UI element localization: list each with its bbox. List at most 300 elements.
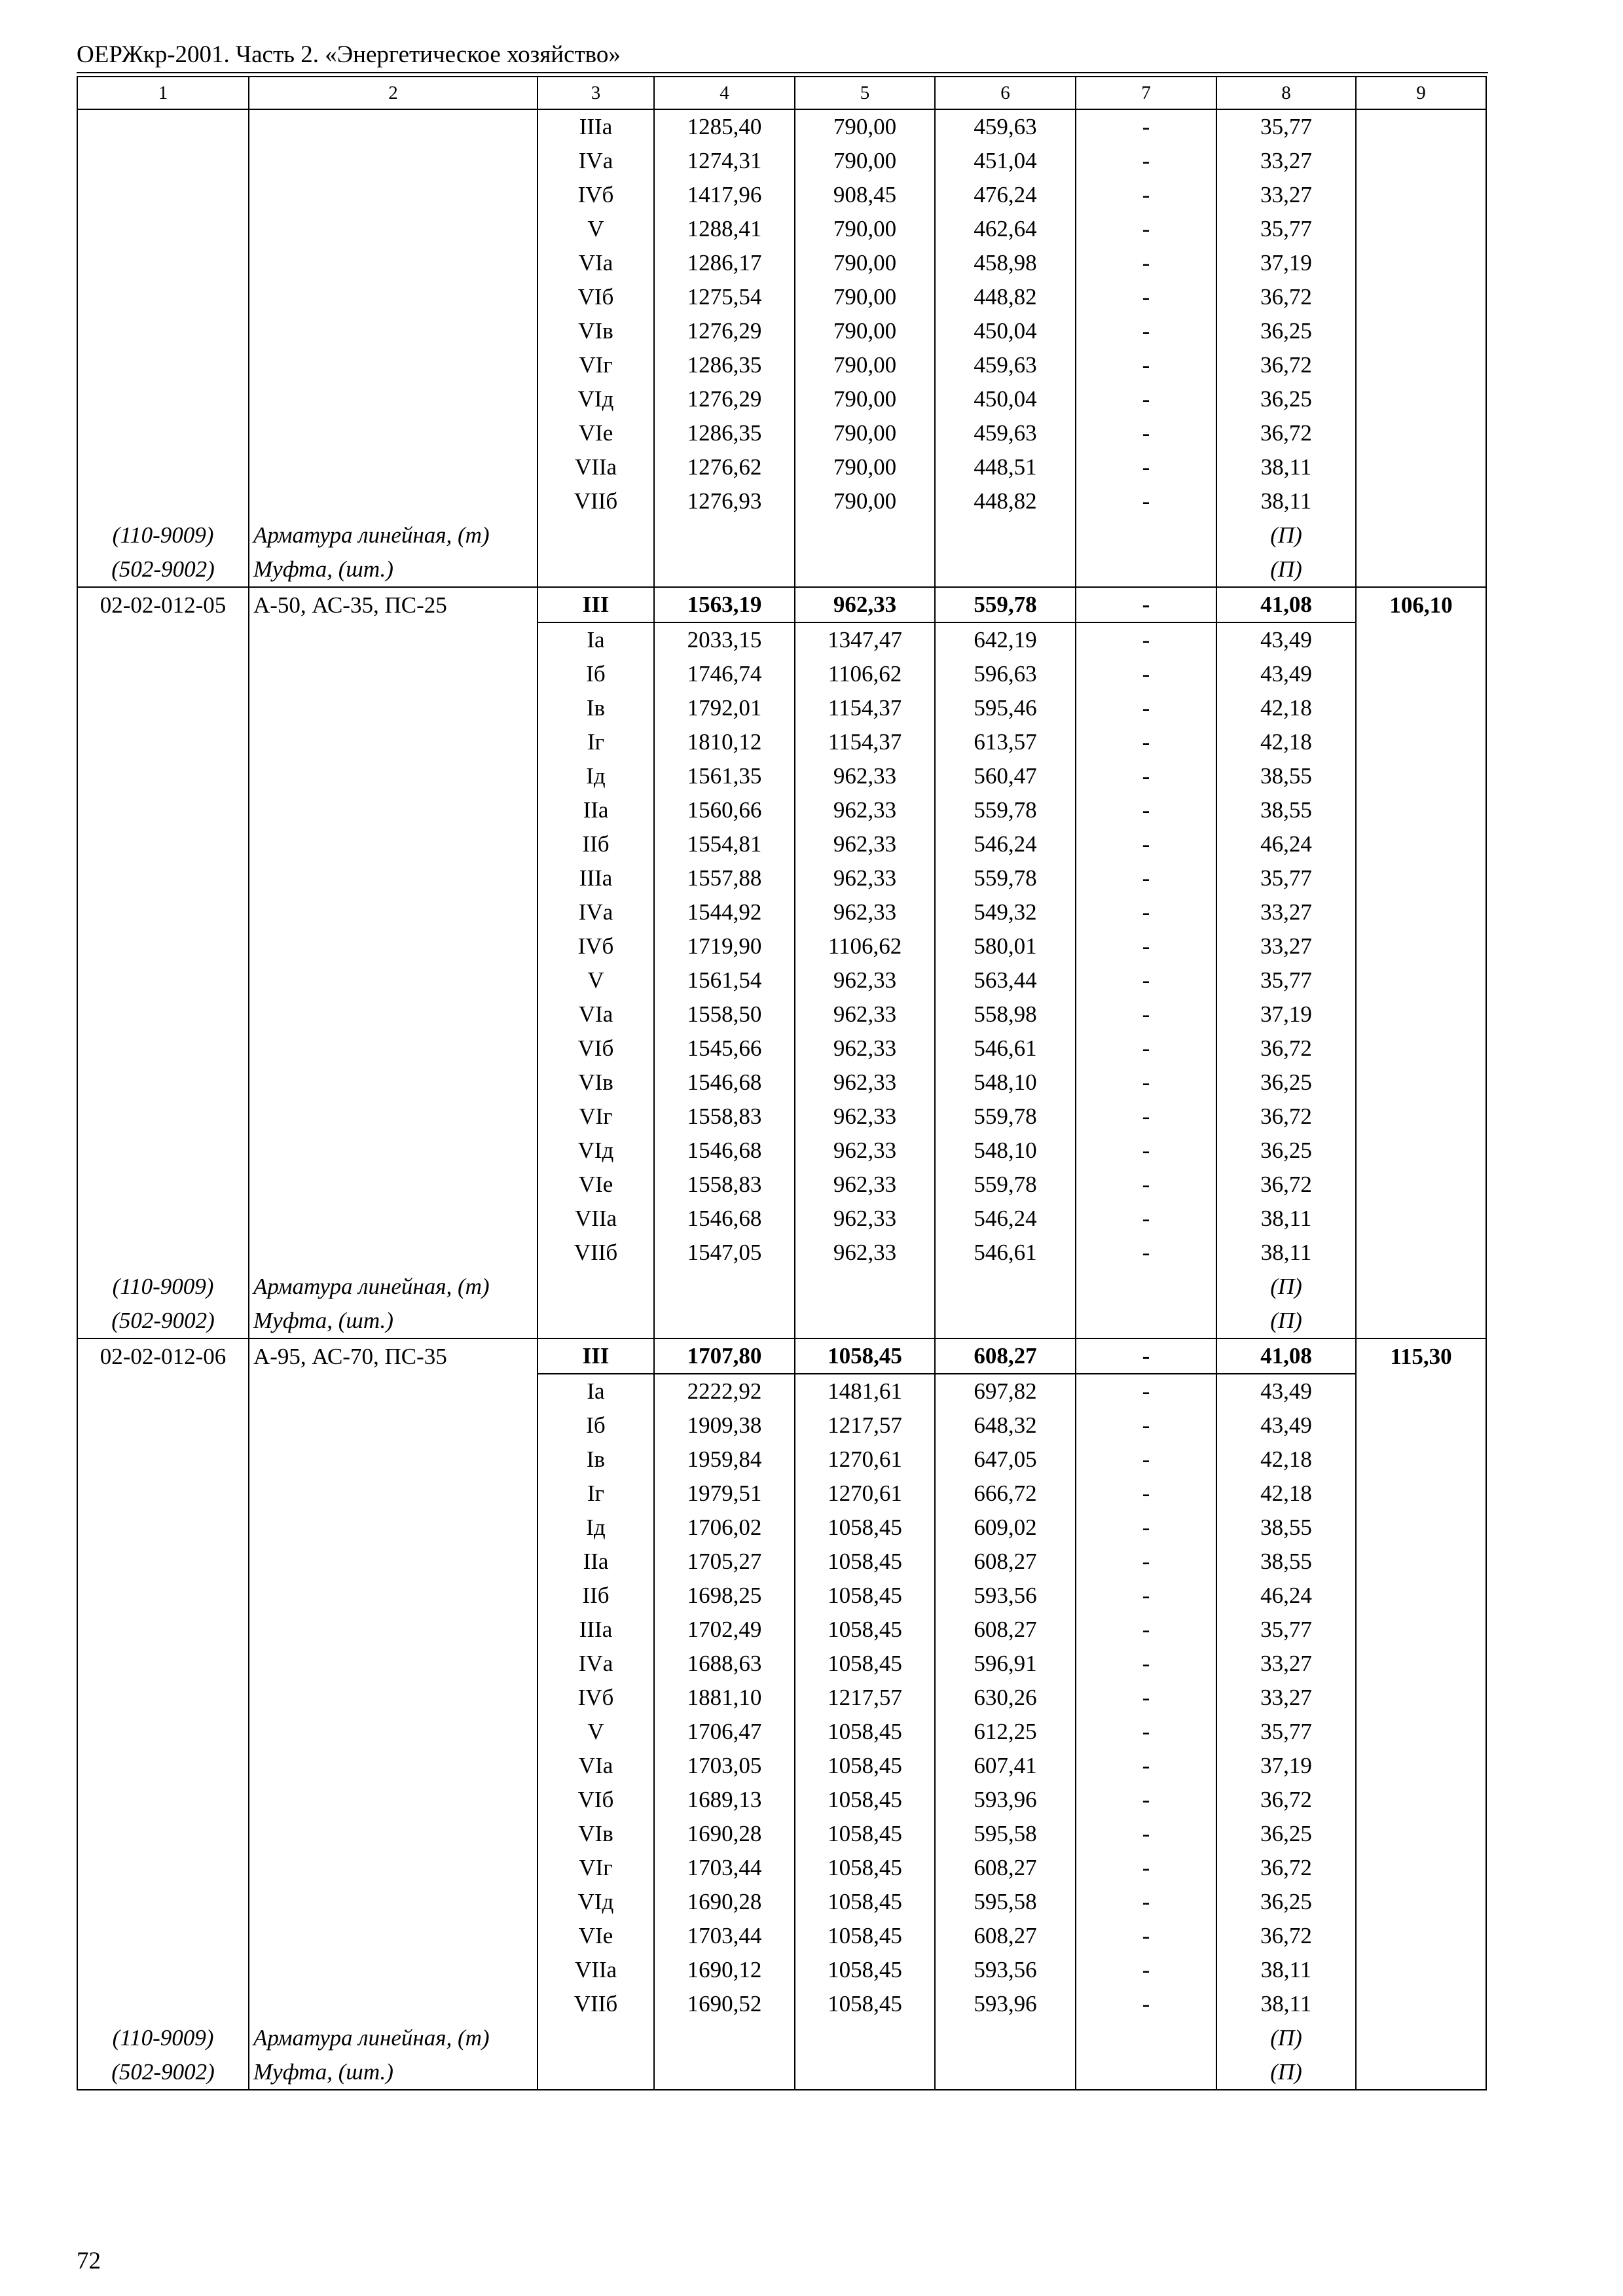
dash-cell: -: [1076, 997, 1216, 1031]
total-cost-cell: 1417,96: [654, 178, 795, 212]
table-row: [77, 691, 1486, 725]
rate-name-cell: [249, 1851, 538, 1885]
empty-cell: [935, 1270, 1076, 1304]
resource-name-cell: Муфта, (шт.): [249, 552, 538, 587]
rate-code-cell: [77, 657, 249, 691]
table-row: [77, 1511, 1486, 1545]
dash-cell: -: [1076, 1545, 1216, 1579]
zone-cell: III: [538, 587, 654, 622]
cost-cell: 1058,45: [795, 1851, 935, 1885]
dash-cell: -: [1076, 622, 1216, 657]
empty-cell: [795, 2021, 935, 2055]
total-cost-cell: 1276,29: [654, 382, 795, 416]
rate-name-cell: [249, 1100, 538, 1134]
cost-cell: 962,33: [795, 1134, 935, 1168]
dash-cell: -: [1076, 450, 1216, 484]
rate-name-cell: [249, 1579, 538, 1613]
rate-code-cell: [77, 1168, 249, 1202]
total-cost-cell: 1979,51: [654, 1477, 795, 1511]
cost-cell: 608,27: [935, 1338, 1076, 1374]
zone-cell: VIг: [538, 348, 654, 382]
table-row: [77, 657, 1486, 691]
cost-cell: 1058,45: [795, 1817, 935, 1851]
dash-cell: -: [1076, 1647, 1216, 1681]
total-cost-cell: 1286,17: [654, 246, 795, 280]
cost-cell: 593,96: [935, 1783, 1076, 1817]
cost-cell: 1217,57: [795, 1681, 935, 1715]
rate-code-cell: [77, 725, 249, 759]
cost-cell: 450,04: [935, 314, 1076, 348]
labor-cell: 43,49: [1216, 657, 1356, 691]
labor-cell: 36,25: [1216, 1134, 1356, 1168]
table-row: [77, 1715, 1486, 1749]
cost-cell: 1058,45: [795, 1715, 935, 1749]
labor-cell: 38,11: [1216, 484, 1356, 518]
column-header: 9: [1356, 77, 1486, 109]
dash-cell: -: [1076, 348, 1216, 382]
total-cost-cell: 1546,68: [654, 1134, 795, 1168]
zone-cell: IVб: [538, 1681, 654, 1715]
extra-cell: [1356, 1987, 1486, 2021]
cost-cell: 595,46: [935, 691, 1076, 725]
extra-cell: [1356, 348, 1486, 382]
cost-cell: 962,33: [795, 895, 935, 929]
extra-cell: [1356, 109, 1486, 144]
empty-cell: [1356, 518, 1486, 552]
table-body: [77, 77, 1486, 2090]
dash-cell: -: [1076, 109, 1216, 144]
rate-code-cell: [77, 1511, 249, 1545]
table-row: [77, 1919, 1486, 1953]
total-cost-cell: 1688,63: [654, 1647, 795, 1681]
extra-cell: [1356, 1885, 1486, 1919]
table-row: [77, 1202, 1486, 1236]
rate-code-cell: [77, 1715, 249, 1749]
empty-cell: [538, 552, 654, 587]
table-row: [77, 827, 1486, 861]
table-row: [77, 382, 1486, 416]
resource-unit-cell: (П): [1216, 552, 1356, 587]
resource-name-cell: Арматура линейная, (т): [249, 1270, 538, 1304]
zone-cell: IVа: [538, 144, 654, 178]
resource-code-cell: (110-9009): [77, 1270, 249, 1304]
table-row: [77, 1817, 1486, 1851]
cost-cell: 593,56: [935, 1953, 1076, 1987]
resource-name-cell: Муфта, (шт.): [249, 1304, 538, 1338]
total-cost-cell: 1544,92: [654, 895, 795, 929]
table-row: [77, 1408, 1486, 1443]
rate-name-cell: [249, 725, 538, 759]
zone-cell: Iб: [538, 657, 654, 691]
dash-cell: -: [1076, 1817, 1216, 1851]
extra-cell: [1356, 691, 1486, 725]
table-row: [77, 861, 1486, 895]
rate-name-cell: [249, 1168, 538, 1202]
rate-code-cell: [77, 1749, 249, 1783]
resource-code-cell: (502-9002): [77, 2055, 249, 2090]
extra-cell: [1356, 827, 1486, 861]
cost-cell: 1058,45: [795, 1885, 935, 1919]
total-cost-cell: 1274,31: [654, 144, 795, 178]
total-cost-cell: 1563,19: [654, 587, 795, 622]
zone-cell: VIв: [538, 314, 654, 348]
column-header: 5: [795, 77, 935, 109]
resource-row: [77, 2055, 1486, 2090]
dash-cell: -: [1076, 691, 1216, 725]
rate-code-cell: [77, 1134, 249, 1168]
cost-cell: 1058,45: [795, 1749, 935, 1783]
total-cost-cell: 1881,10: [654, 1681, 795, 1715]
total-cost-cell: 1702,49: [654, 1613, 795, 1647]
total-cost-cell: 1792,01: [654, 691, 795, 725]
rate-name-cell: [249, 793, 538, 827]
rate-name-cell: [249, 1545, 538, 1579]
table-row: [77, 1100, 1486, 1134]
rate-name-cell: [249, 895, 538, 929]
dash-cell: -: [1076, 1408, 1216, 1443]
extra-cell: [1356, 1477, 1486, 1511]
cost-cell: 596,63: [935, 657, 1076, 691]
cost-cell: 609,02: [935, 1511, 1076, 1545]
total-cost-cell: 1554,81: [654, 827, 795, 861]
labor-cell: 38,11: [1216, 1202, 1356, 1236]
total-cost-cell: 1706,47: [654, 1715, 795, 1749]
empty-cell: [795, 1270, 935, 1304]
extra-cell: [1356, 1168, 1486, 1202]
rate-name-cell: [249, 382, 538, 416]
cost-cell: 962,33: [795, 1202, 935, 1236]
labor-cell: 35,77: [1216, 109, 1356, 144]
table-row: [77, 178, 1486, 212]
rate-code-cell: [77, 246, 249, 280]
extra-cell: [1356, 178, 1486, 212]
empty-cell: [538, 2021, 654, 2055]
cost-cell: 546,61: [935, 1031, 1076, 1066]
empty-cell: [795, 1304, 935, 1338]
table-row: [77, 348, 1486, 382]
extra-cell: [1356, 382, 1486, 416]
cost-cell: 1058,45: [795, 1511, 935, 1545]
rate-code-cell: [77, 1613, 249, 1647]
total-cost-cell: 1561,54: [654, 963, 795, 997]
empty-cell: [654, 2055, 795, 2090]
rate-code-cell: [77, 1953, 249, 1987]
empty-cell: [654, 518, 795, 552]
cost-cell: 1058,45: [795, 1647, 935, 1681]
zone-cell: Iг: [538, 725, 654, 759]
extra-cell: [1356, 1783, 1486, 1817]
table-row: [77, 1851, 1486, 1885]
resource-code-cell: (110-9009): [77, 518, 249, 552]
dash-cell: -: [1076, 861, 1216, 895]
labor-cell: 43,49: [1216, 622, 1356, 657]
cost-cell: 451,04: [935, 144, 1076, 178]
rate-code-cell: [77, 1681, 249, 1715]
resource-name-cell: Муфта, (шт.): [249, 2055, 538, 2090]
cost-cell: 642,19: [935, 622, 1076, 657]
extra-cell: [1356, 997, 1486, 1031]
rate-code-cell: [77, 759, 249, 793]
zone-cell: IVа: [538, 1647, 654, 1681]
dash-cell: -: [1076, 1443, 1216, 1477]
rate-name-cell: [249, 212, 538, 246]
dash-cell: -: [1076, 1100, 1216, 1134]
rate-code-cell: [77, 1987, 249, 2021]
total-cost-cell: 1703,44: [654, 1851, 795, 1885]
extra-cell: [1356, 1953, 1486, 1987]
rate-name-cell: А-50, АС-35, ПС-25: [249, 587, 538, 622]
dash-cell: -: [1076, 1953, 1216, 1987]
extra-cell: [1356, 212, 1486, 246]
cost-cell: 962,33: [795, 1066, 935, 1100]
page-number: 72: [77, 2248, 101, 2274]
rate-code-cell: [77, 1477, 249, 1511]
table-row: [77, 622, 1486, 657]
total-cost-cell: 1690,28: [654, 1817, 795, 1851]
rate-code-cell: [77, 622, 249, 657]
cost-cell: 448,82: [935, 280, 1076, 314]
cost-cell: 962,33: [795, 587, 935, 622]
empty-cell: [1076, 1304, 1216, 1338]
rate-code-cell: [77, 1885, 249, 1919]
empty-cell: [935, 552, 1076, 587]
extra-cell: [1356, 895, 1486, 929]
cost-cell: 790,00: [795, 280, 935, 314]
empty-cell: [538, 1270, 654, 1304]
zone-cell: IIб: [538, 827, 654, 861]
dash-cell: -: [1076, 1374, 1216, 1408]
rate-code-cell: [77, 895, 249, 929]
cost-cell: 1058,45: [795, 1338, 935, 1374]
table-row: [77, 1477, 1486, 1511]
rate-code-cell: [77, 212, 249, 246]
labor-cell: 36,25: [1216, 1885, 1356, 1919]
rate-code-cell: [77, 1374, 249, 1408]
total-cost-cell: 1285,40: [654, 109, 795, 144]
rate-name-cell: [249, 1919, 538, 1953]
rate-name-cell: [249, 348, 538, 382]
zone-cell: IVб: [538, 178, 654, 212]
cost-cell: 462,64: [935, 212, 1076, 246]
cost-cell: 459,63: [935, 416, 1076, 450]
extra-cell: [1356, 1443, 1486, 1477]
zone-cell: VIIа: [538, 1202, 654, 1236]
zone-cell: VIг: [538, 1100, 654, 1134]
labor-cell: 37,19: [1216, 1749, 1356, 1783]
zone-cell: VIа: [538, 997, 654, 1031]
zone-cell: Iд: [538, 759, 654, 793]
table-row: [77, 1885, 1486, 1919]
rate-code-cell: [77, 1236, 249, 1270]
extra-cell: [1356, 1031, 1486, 1066]
cost-cell: 459,63: [935, 109, 1076, 144]
table-row: [77, 212, 1486, 246]
cost-cell: 1058,45: [795, 1919, 935, 1953]
zone-cell: V: [538, 963, 654, 997]
empty-cell: [1356, 1270, 1486, 1304]
rate-name-cell: [249, 450, 538, 484]
cost-cell: 580,01: [935, 929, 1076, 963]
rate-name-cell: [249, 1817, 538, 1851]
rate-name-cell: [249, 861, 538, 895]
table-row: [77, 1783, 1486, 1817]
total-cost-cell: 1286,35: [654, 416, 795, 450]
table-row: [77, 1749, 1486, 1783]
total-cost-cell: 1546,68: [654, 1202, 795, 1236]
empty-cell: [538, 518, 654, 552]
rate-name-cell: [249, 1202, 538, 1236]
zone-cell: VIв: [538, 1817, 654, 1851]
total-cost-cell: 1558,83: [654, 1100, 795, 1134]
empty-cell: [795, 518, 935, 552]
total-cost-cell: 1276,62: [654, 450, 795, 484]
rate-code-cell: 02-02-012-05: [77, 587, 249, 622]
total-cost-cell: 1286,35: [654, 348, 795, 382]
rate-code-cell: [77, 1783, 249, 1817]
extra-cell: [1356, 1749, 1486, 1783]
labor-cell: 35,77: [1216, 1613, 1356, 1647]
cost-cell: 962,33: [795, 997, 935, 1031]
cost-cell: 549,32: [935, 895, 1076, 929]
table-row: [77, 314, 1486, 348]
dash-cell: -: [1076, 1851, 1216, 1885]
extra-cell: [1356, 1408, 1486, 1443]
rate-code-cell: [77, 793, 249, 827]
labor-cell: 36,72: [1216, 1919, 1356, 1953]
rate-name-cell: [249, 657, 538, 691]
resource-row: [77, 2021, 1486, 2055]
labor-cell: 36,72: [1216, 1168, 1356, 1202]
column-header: 6: [935, 77, 1076, 109]
labor-cell: 33,27: [1216, 178, 1356, 212]
resource-row: [77, 518, 1486, 552]
extra-cell: [1356, 622, 1486, 657]
labor-cell: 42,18: [1216, 691, 1356, 725]
cost-cell: 962,33: [795, 1100, 935, 1134]
rate-name-cell: [249, 1647, 538, 1681]
cost-cell: 1106,62: [795, 929, 935, 963]
cost-cell: 962,33: [795, 1031, 935, 1066]
empty-cell: [935, 2021, 1076, 2055]
empty-cell: [1356, 552, 1486, 587]
cost-cell: 962,33: [795, 963, 935, 997]
zone-cell: VIб: [538, 1031, 654, 1066]
zone-cell: IIа: [538, 793, 654, 827]
table-row: [77, 963, 1486, 997]
total-cost-cell: 1909,38: [654, 1408, 795, 1443]
cost-cell: 1058,45: [795, 1613, 935, 1647]
labor-cell: 36,72: [1216, 1851, 1356, 1885]
cost-cell: 559,78: [935, 587, 1076, 622]
column-header: 7: [1076, 77, 1216, 109]
extra-cell: [1356, 1919, 1486, 1953]
rate-code-cell: [77, 997, 249, 1031]
resource-row: [77, 552, 1486, 587]
zone-cell: Iв: [538, 1443, 654, 1477]
total-cost-cell: 1276,29: [654, 314, 795, 348]
rate-code-cell: [77, 1851, 249, 1885]
extra-cell: [1356, 1613, 1486, 1647]
extra-cell: [1356, 1374, 1486, 1408]
cost-cell: 548,10: [935, 1066, 1076, 1100]
rate-name-cell: [249, 759, 538, 793]
dash-cell: -: [1076, 484, 1216, 518]
labor-cell: 33,27: [1216, 1681, 1356, 1715]
rate-code-cell: [77, 416, 249, 450]
zone-cell: VIб: [538, 1783, 654, 1817]
rate-name-cell: [249, 622, 538, 657]
extra-cell: [1356, 314, 1486, 348]
labor-cell: 36,25: [1216, 382, 1356, 416]
extra-cell: [1356, 725, 1486, 759]
zone-cell: Iа: [538, 1374, 654, 1408]
rate-code-cell: [77, 929, 249, 963]
rate-code-cell: [77, 1919, 249, 1953]
empty-cell: [654, 552, 795, 587]
empty-cell: [1076, 2021, 1216, 2055]
cost-cell: 546,61: [935, 1236, 1076, 1270]
cost-cell: 1154,37: [795, 725, 935, 759]
total-cost-cell: 1707,80: [654, 1338, 795, 1374]
cost-cell: 1106,62: [795, 657, 935, 691]
labor-cell: 36,72: [1216, 280, 1356, 314]
table-row: [77, 895, 1486, 929]
empty-cell: [935, 1304, 1076, 1338]
cost-cell: 1270,61: [795, 1477, 935, 1511]
cost-cell: 548,10: [935, 1134, 1076, 1168]
dash-cell: -: [1076, 1511, 1216, 1545]
dash-cell: -: [1076, 895, 1216, 929]
dash-cell: -: [1076, 1066, 1216, 1100]
dash-cell: -: [1076, 1236, 1216, 1270]
rate-code-cell: [77, 1408, 249, 1443]
cost-cell: 1058,45: [795, 1987, 935, 2021]
zone-cell: IVа: [538, 895, 654, 929]
labor-cell: 33,27: [1216, 1647, 1356, 1681]
table-row: [77, 1443, 1486, 1477]
empty-cell: [935, 2055, 1076, 2090]
labor-cell: 35,77: [1216, 1715, 1356, 1749]
cost-cell: 962,33: [795, 827, 935, 861]
cost-cell: 1481,61: [795, 1374, 935, 1408]
zone-cell: III: [538, 1338, 654, 1374]
rate-name-cell: [249, 1681, 538, 1715]
total-cost-cell: 1959,84: [654, 1443, 795, 1477]
table-row: [77, 1987, 1486, 2021]
labor-cell: 38,55: [1216, 1511, 1356, 1545]
rate-code-cell: [77, 382, 249, 416]
rate-name-cell: [249, 1783, 538, 1817]
table-row: [77, 1236, 1486, 1270]
cost-cell: 559,78: [935, 1100, 1076, 1134]
cost-cell: 448,82: [935, 484, 1076, 518]
total-cost-cell: 1746,74: [654, 657, 795, 691]
total-cost-cell: 1719,90: [654, 929, 795, 963]
cost-cell: 596,91: [935, 1647, 1076, 1681]
total-cost-cell: 1275,54: [654, 280, 795, 314]
rate-code-cell: [77, 691, 249, 725]
labor-cell: 35,77: [1216, 963, 1356, 997]
cost-cell: 790,00: [795, 212, 935, 246]
extra-cell: [1356, 1134, 1486, 1168]
resource-code-cell: (502-9002): [77, 1304, 249, 1338]
dash-cell: -: [1076, 246, 1216, 280]
rate-name-cell: [249, 178, 538, 212]
cost-cell: 1217,57: [795, 1408, 935, 1443]
rate-name-cell: [249, 1511, 538, 1545]
table-row: [77, 246, 1486, 280]
total-cost-cell: 1690,52: [654, 1987, 795, 2021]
